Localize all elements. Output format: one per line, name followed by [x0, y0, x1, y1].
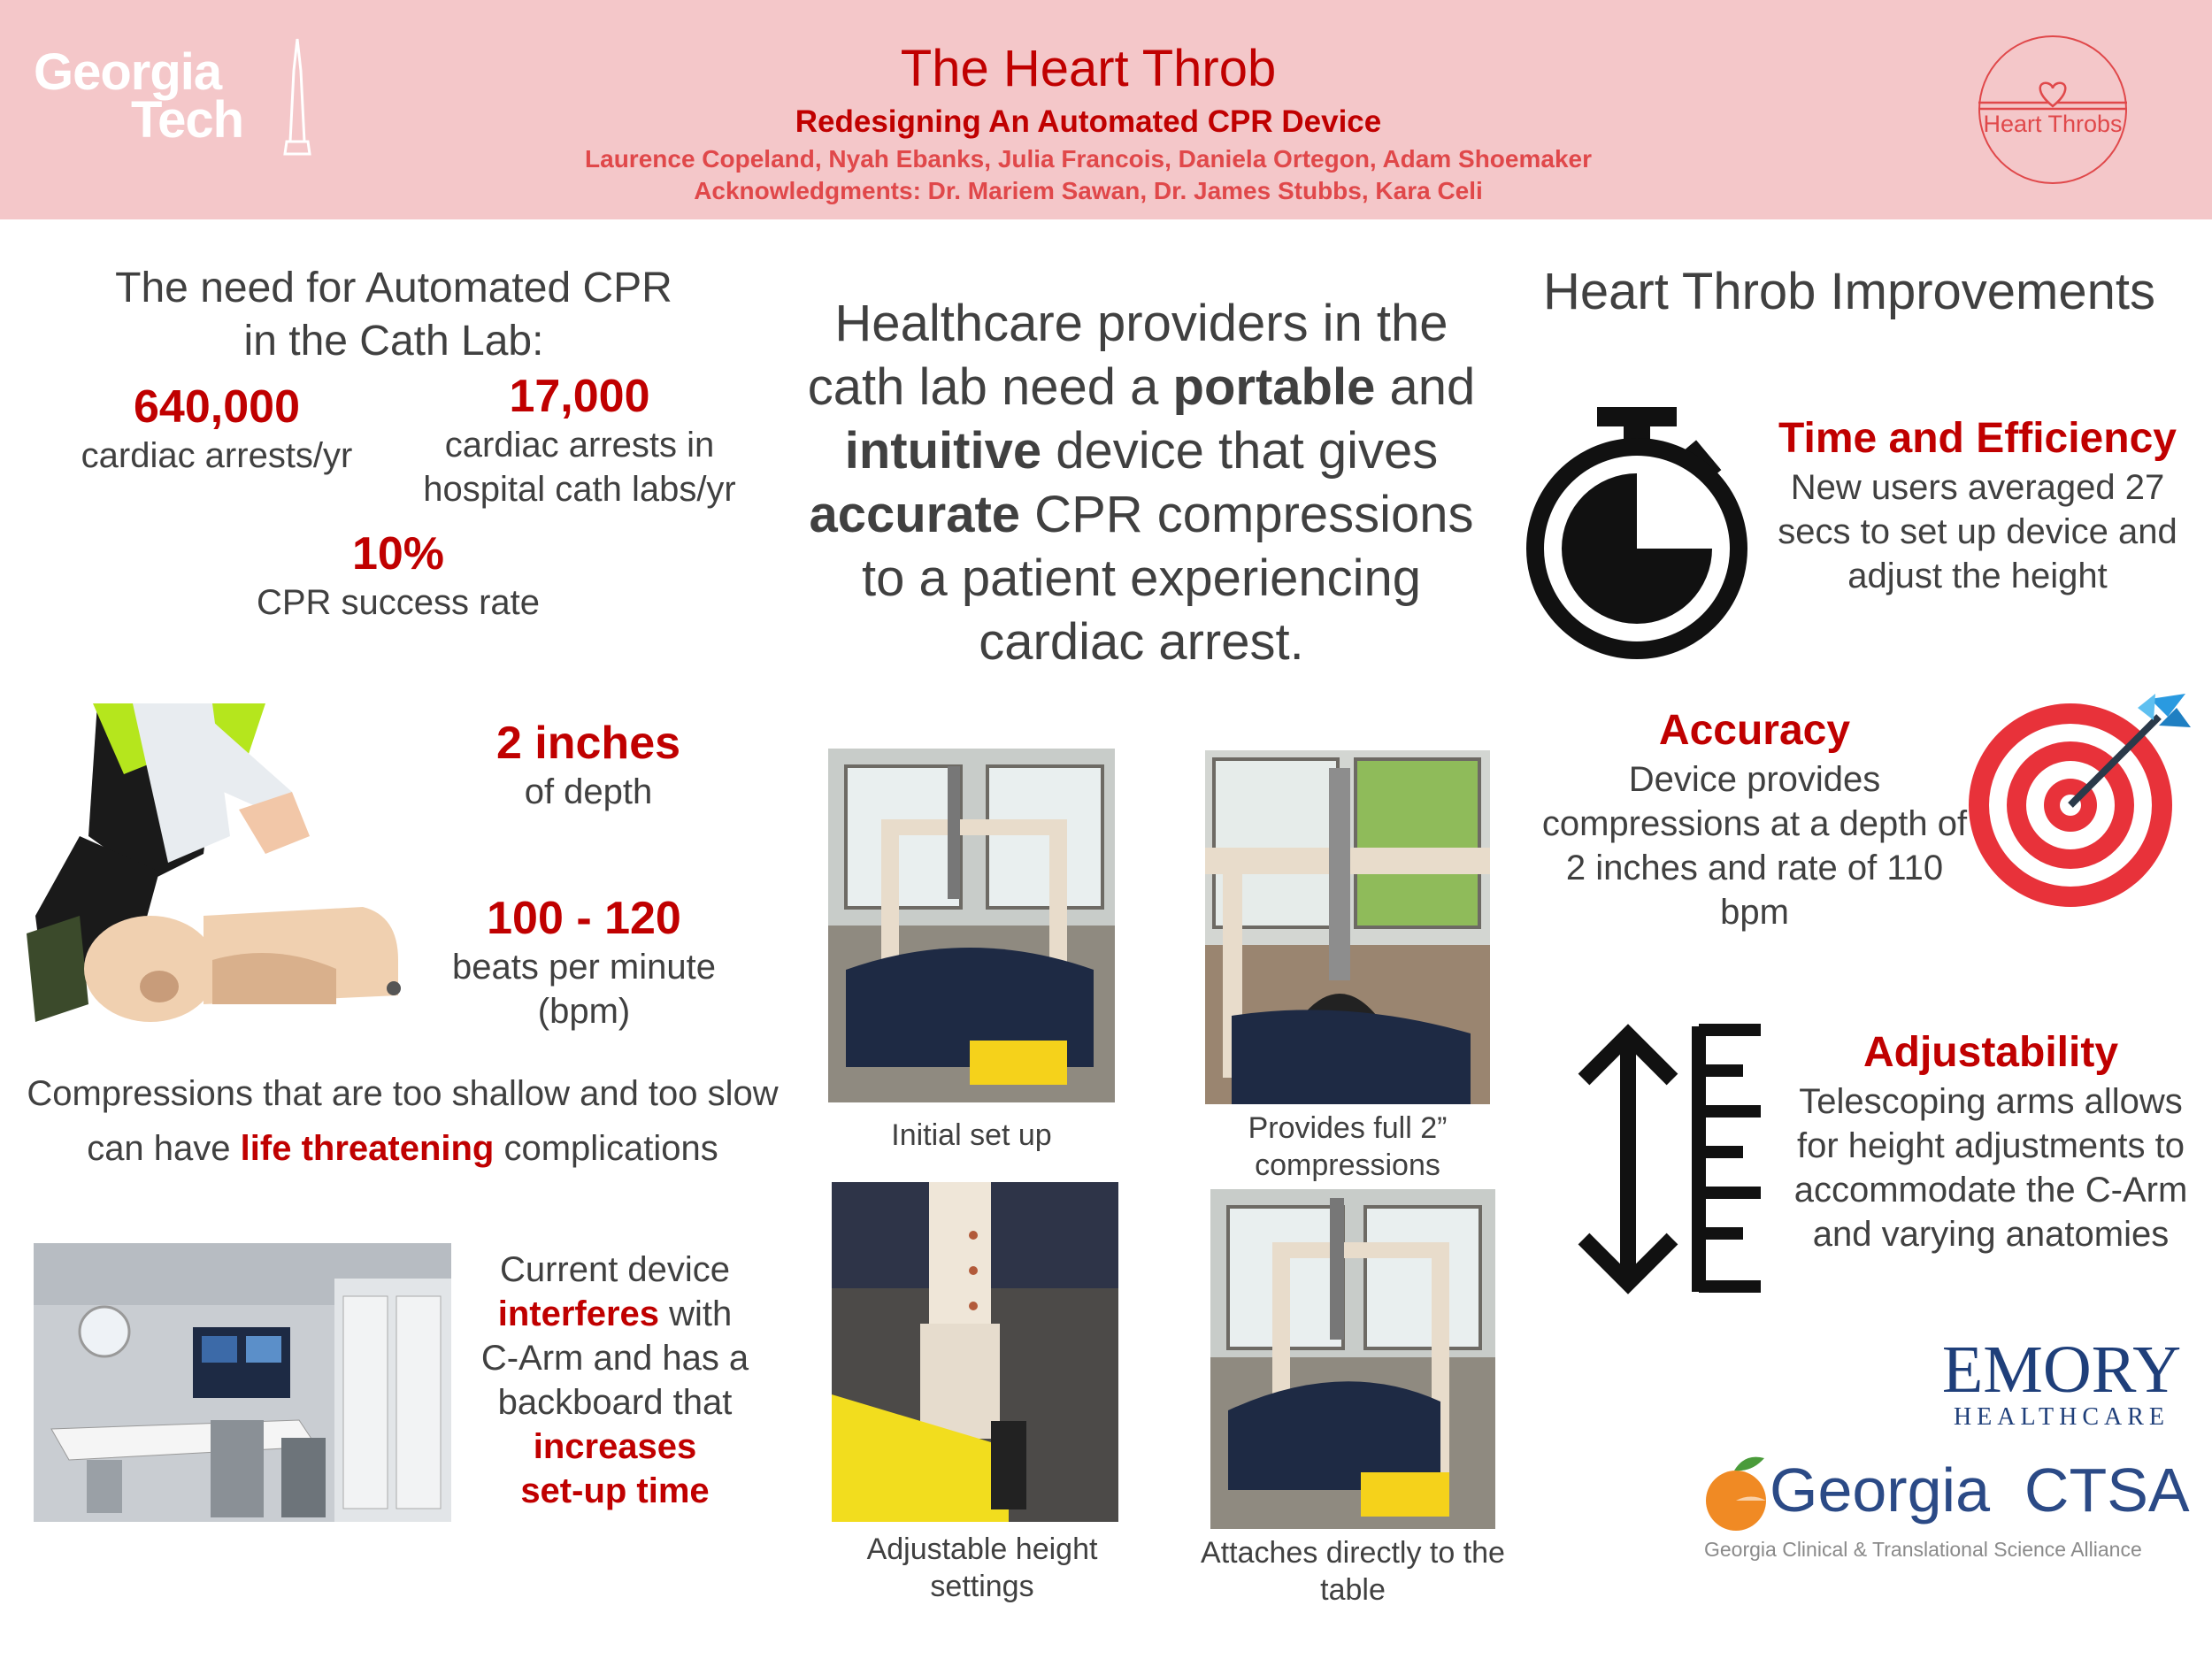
stat-label: CPR success rate	[256, 583, 541, 622]
adjustability-feature	[1778, 1026, 2203, 1256]
compression-rate	[416, 892, 752, 1033]
need-heading-line2: in the Cath Lab:	[243, 318, 544, 365]
stat-label: hospital cath labs/yr	[423, 470, 736, 509]
photo-caption: Provides full 2” compressions	[1248, 1111, 1448, 1182]
photo-attaches-table	[1210, 1189, 1495, 1529]
stat-cath-lab-arrests	[389, 370, 770, 511]
warning-emphasis: life threatening	[240, 1129, 495, 1168]
ctsa-wordmark: Georgia CTSA	[1770, 1455, 2190, 1525]
photo-caption: Attaches directly to the table	[1201, 1536, 1505, 1607]
feature-title: Time and Efficiency	[1778, 415, 2177, 462]
acknowledgments: Acknowledgments: Dr. Mariem Sawan, Dr. James Stubbs, Kara Celi	[694, 177, 1483, 204]
stopwatch-icon	[1504, 389, 1770, 672]
emory-subtitle: HEALTHCARE	[1953, 1403, 2170, 1431]
emory-wordmark: EMORY	[1941, 1333, 2182, 1407]
time-efficiency	[1765, 412, 2190, 598]
depth-value: 2 inches	[495, 718, 681, 769]
intuitive-emphasis: intuitive	[844, 422, 1042, 480]
stat-value: 17,000	[509, 371, 650, 422]
feature-title: Adjustability	[1863, 1029, 2119, 1076]
portable-emphasis: portable	[1172, 358, 1376, 416]
feature-text: Device provides compressions at a depth of 2 inches and rate of 110 bpm	[1541, 760, 1968, 932]
poster-title: The Heart Throb	[900, 40, 1277, 97]
cath-lab-photo	[34, 1243, 451, 1522]
ctsa-fullname: Georgia Clinical & Translational Science Alliance	[1704, 1538, 2142, 1561]
interferes-emphasis: interferes	[497, 1294, 660, 1333]
feature-title: Accuracy	[1658, 707, 1851, 754]
stat-value: 640,000	[134, 381, 300, 433]
heart-throbs-logo	[1973, 34, 2132, 186]
current-device-issues: Current device interferes with C-Arm and has a backboard that increases set-up time	[460, 1248, 770, 1513]
photo-adjustable-height	[832, 1182, 1118, 1522]
emory-healthcare-logo	[1929, 1333, 2194, 1433]
need-heading-line1: The need for Automated CPR	[115, 265, 672, 311]
height-adjust-icon	[1566, 1018, 1796, 1301]
tech-tower-icon	[271, 35, 324, 159]
stat-value: 10%	[351, 528, 445, 580]
georgia-tech-logo	[34, 35, 317, 159]
increases-emphasis: increases	[533, 1427, 697, 1466]
photo-caption: Adjustable height settings	[866, 1532, 1098, 1603]
rate-unit: (bpm)	[537, 992, 631, 1031]
setup-time-emphasis: set-up time	[520, 1471, 710, 1510]
georgia-ctsa-logo	[1699, 1449, 2194, 1564]
logo-line2: Tech	[131, 91, 244, 149]
cpr-illustration	[27, 703, 416, 1040]
peach-icon	[1699, 1449, 1778, 1538]
author-list: Laurence Copeland, Nyah Ebanks, Julia Francois, Daniela Ortegon, Adam Shoemaker	[585, 145, 1592, 173]
photo-full-compressions	[1205, 750, 1490, 1104]
photo-caption: Initial set up	[891, 1118, 1052, 1152]
target-icon	[1964, 681, 2194, 911]
stat-label: cardiac arrests/yr	[81, 436, 353, 475]
stat-label: cardiac arrests in	[444, 426, 715, 465]
need-heading	[53, 262, 734, 368]
logo-line1: Georgia	[34, 43, 222, 101]
improvements-title: Heart Throb Improvements	[1543, 263, 2155, 320]
accurate-emphasis: accurate	[809, 486, 1021, 543]
poster-subtitle: Redesigning An Automated CPR Device	[795, 104, 1382, 139]
rate-label: beats per minute	[452, 948, 716, 987]
depth-label: of depth	[524, 772, 653, 811]
feature-text: New users averaged 27 secs to set up device and adjust the height	[1778, 468, 2177, 595]
rate-value: 100 - 120	[487, 893, 681, 944]
photo-initial-setup	[828, 749, 1115, 1102]
stat-cardiac-arrests	[53, 380, 380, 478]
accuracy-feature	[1538, 704, 1971, 934]
team-logo-text: Heart Throbs	[1983, 111, 2123, 137]
problem-statement: Healthcare providers in the cath lab need a portable and intuitive device that gives accurate CPR compressions to a patient experiencing cardiac arrest.	[807, 295, 1476, 671]
complications-warning: Compressions that are too shallow and too slow can have life threatening complications	[27, 1074, 779, 1168]
compression-depth	[442, 717, 734, 814]
stat-cpr-success	[195, 527, 602, 625]
feature-text: Telescoping arms allows for height adjustments to accommodate the C-Arm and varying anatomies	[1793, 1082, 2188, 1254]
